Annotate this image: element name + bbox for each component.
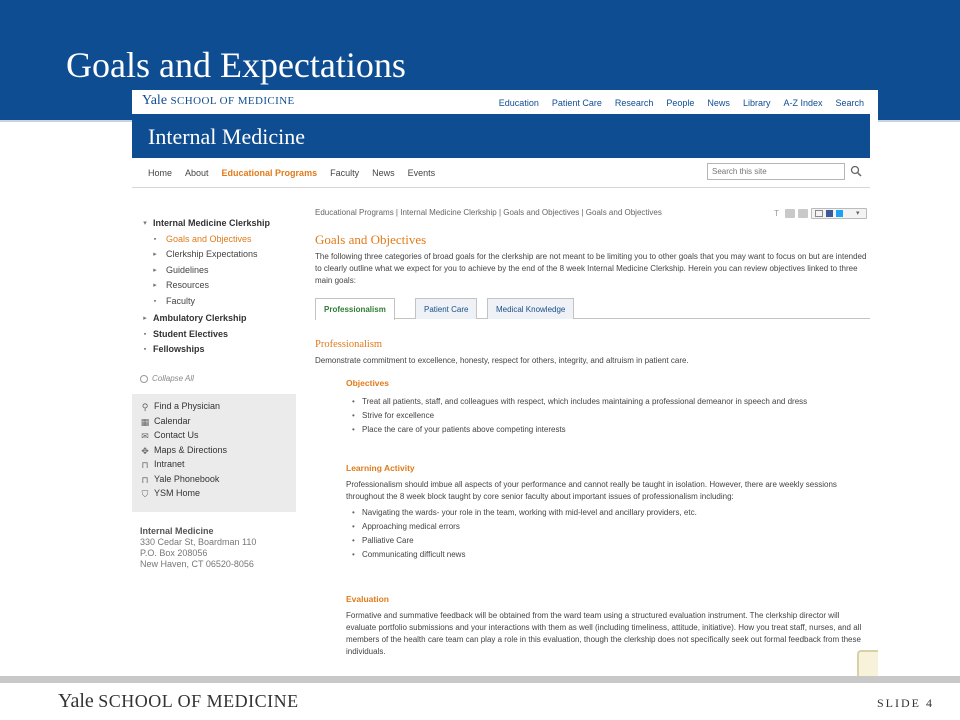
- sidebar-item-label: Clerkship Expectations: [166, 249, 258, 259]
- sidebar-item-label: Guidelines: [166, 264, 209, 275]
- footer-logo: [58, 690, 299, 713]
- learning-activity-section: [346, 463, 870, 563]
- sidebar-item-internal-medicine-clerkship[interactable]: [140, 216, 300, 232]
- learning-activity-text: Professionalism should imbue all aspects of your performance and cannot really be taught in isolation. However, there are weekly sessions throughout the 8 week block taught by core senior faculty about important issues of professionalism including:: [346, 480, 837, 501]
- phonebook-icon: ⊓: [141, 474, 149, 485]
- sidebar-item-label: Goals and Objectives: [166, 233, 252, 244]
- main-nav-about[interactable]: About: [185, 168, 209, 178]
- breadcrumb[interactable]: Educational Programs | Internal Medicine Clerkship | Goals and Objectives | Goals and Objectives: [315, 208, 662, 217]
- tab-professionalism[interactable]: Professionalism: [315, 298, 395, 320]
- square-bullet-icon: ▪: [143, 346, 147, 353]
- site-logo[interactable]: [142, 93, 295, 109]
- address-line-1: 330 Cedar St, Boardman 110: [140, 537, 257, 547]
- evaluation-text: Formative and summative feedback will be obtained from the ward team using a structured evaluation instrument. The clerkship director will evaluate portfolio submissions and your interactions with them as well (including timeliness, attitude, initiative). How you treat staff, nurses, and all members of the health care team can play a role in this evaluation, though the clerkship does not specifically seek out formal feedback from these individuals.: [346, 611, 862, 656]
- page-tools: [774, 208, 867, 219]
- sidebar-nav: [140, 216, 300, 358]
- floating-widget[interactable]: [857, 650, 878, 676]
- sidebar-item-clerkship-expectations[interactable]: [140, 247, 300, 263]
- square-bullet-icon: ▪: [153, 297, 157, 305]
- slide-footer-band: [0, 676, 960, 683]
- address-line-2: P.O. Box 208056: [140, 548, 208, 558]
- learning-activity-title: Learning Activity: [346, 463, 415, 473]
- quick-link-label: Intranet: [154, 459, 185, 469]
- quick-link-find-a-physician[interactable]: [140, 401, 288, 416]
- compass-icon: ✥: [141, 445, 149, 456]
- objectives-section: [346, 378, 870, 438]
- sidebar-item-fellowships[interactable]: [140, 342, 300, 358]
- global-nav-a-z-index[interactable]: A-Z Index: [783, 98, 823, 108]
- main-nav-items: [148, 168, 435, 178]
- list-item: • Approaching medical errors: [346, 521, 870, 532]
- quick-link-label: YSM Home: [154, 488, 201, 498]
- chevron-right-icon: ▸: [153, 266, 157, 274]
- address-title: Internal Medicine: [140, 526, 214, 536]
- quick-link-label: Maps & Directions: [154, 444, 228, 455]
- email-share-icon[interactable]: [815, 210, 823, 217]
- chevron-right-icon: ▸: [153, 282, 157, 289]
- slide-title: Goals and Expectations: [66, 45, 406, 85]
- slide-number: SLIDE 4: [877, 696, 934, 710]
- objectives-list: [346, 396, 870, 435]
- website-screenshot: [132, 90, 878, 676]
- collapse-all-label: Collapse All: [152, 374, 194, 383]
- tab-medical-knowledge[interactable]: Medical Knowledge: [487, 298, 574, 319]
- quick-link-label: Find a Physician: [154, 401, 221, 411]
- list-item: • Palliative Care: [346, 535, 870, 546]
- objectives-title: Objectives: [346, 378, 389, 388]
- quick-link-label: Calendar: [154, 415, 191, 426]
- chevron-down-icon: ▾: [143, 220, 147, 227]
- list-item: • Communicating difficult news: [346, 549, 870, 560]
- search-input[interactable]: [707, 163, 845, 180]
- square-bullet-icon: ▪: [143, 330, 147, 338]
- text-smaller-icon[interactable]: [785, 209, 795, 218]
- sidebar-item-label: Ambulatory Clerkship: [153, 313, 247, 323]
- magnifier-icon: ⚲: [141, 402, 149, 412]
- sidebar-item-guidelines[interactable]: [140, 263, 300, 279]
- quick-link-intranet[interactable]: [140, 459, 288, 474]
- intranet-icon: ⊓: [141, 460, 149, 470]
- chevron-down-icon[interactable]: ▾: [856, 210, 860, 217]
- sidebar-item-label: Resources: [166, 280, 210, 290]
- search-icon[interactable]: [850, 165, 862, 177]
- page-heading: Goals and Objectives: [315, 232, 427, 247]
- list-item: • Treat all patients, staff, and colleagues with respect, which includes maintaining a professional demeanor in speech and dress: [346, 396, 870, 407]
- global-nav-people[interactable]: People: [666, 98, 695, 108]
- footer-logo-yale: Yale: [58, 690, 94, 712]
- site-logo-school: SCHOOL OF MEDICINE: [170, 95, 295, 107]
- quick-link-maps-directions[interactable]: [140, 445, 288, 460]
- main-nav-events[interactable]: Events: [407, 168, 436, 178]
- facebook-icon[interactable]: [826, 210, 833, 217]
- sidebar-item-goals-and-objectives[interactable]: [140, 232, 300, 248]
- learning-activity-list: [346, 507, 870, 560]
- chevron-right-icon: ▸: [153, 251, 157, 258]
- global-nav: [499, 98, 864, 108]
- sidebar-item-resources[interactable]: [140, 278, 300, 294]
- sidebar-item-label: Faculty: [166, 295, 196, 306]
- quick-link-label: Yale Phonebook: [154, 473, 220, 484]
- site-topbar: [132, 90, 878, 114]
- address-block: [140, 526, 300, 570]
- global-nav-education[interactable]: Education: [498, 98, 539, 108]
- global-nav-search[interactable]: Search: [835, 98, 864, 108]
- quick-link-calendar[interactable]: [140, 416, 288, 431]
- site-banner: [132, 114, 870, 158]
- banner-title[interactable]: Internal Medicine: [148, 124, 305, 149]
- section-title: Professionalism: [315, 339, 383, 350]
- site-logo-yale: Yale: [142, 93, 168, 108]
- list-item: • Place the care of your patients above competing interests: [346, 424, 870, 435]
- chevron-right-icon: ▸: [143, 315, 147, 322]
- square-bullet-icon: ▪: [153, 235, 157, 243]
- sidebar-item-ambulatory-clerkship[interactable]: [140, 311, 300, 327]
- sidebar-item-student-electives[interactable]: [140, 327, 300, 343]
- list-item: • Strive for excellence: [346, 410, 870, 421]
- address-line-3: New Haven, CT 06520-8056: [140, 559, 254, 569]
- collapse-icon: [140, 375, 148, 383]
- collapse-all-link[interactable]: [140, 374, 260, 388]
- twitter-icon[interactable]: [836, 210, 843, 217]
- section-description: Demonstrate commitment to excellence, honesty, respect for others, integrity, and altruism in patient care.: [315, 356, 689, 365]
- calendar-icon: ▦: [140, 416, 150, 427]
- global-nav-library[interactable]: Library: [742, 98, 771, 108]
- global-nav-patient-care[interactable]: Patient Care: [551, 98, 602, 108]
- footer-logo-school: SCHOOL OF MEDICINE: [98, 691, 299, 711]
- shield-icon: ⛉: [141, 489, 149, 499]
- main-nav-faculty[interactable]: Faculty: [330, 168, 360, 178]
- quick-link-contact-us[interactable]: [140, 430, 288, 445]
- text-size-icon[interactable]: T: [774, 209, 779, 218]
- sidebar-item-faculty[interactable]: [140, 294, 300, 310]
- main-nav-educational-programs[interactable]: Educational Programs: [221, 168, 318, 178]
- text-larger-icon[interactable]: [798, 209, 808, 218]
- main-nav: [132, 158, 870, 188]
- goal-tabs: [315, 298, 870, 319]
- global-nav-research[interactable]: Research: [614, 98, 654, 108]
- main-nav-news[interactable]: News: [372, 168, 395, 178]
- sidebar-item-label: Student Electives: [153, 328, 229, 339]
- sidebar-item-label: Fellowships: [153, 344, 205, 354]
- evaluation-section: [346, 594, 870, 658]
- quick-links-panel: [132, 394, 296, 512]
- quick-link-label: Contact Us: [154, 430, 199, 440]
- evaluation-title: Evaluation: [346, 594, 389, 604]
- envelope-icon: ✉: [141, 431, 149, 441]
- list-item: • Navigating the wards- your role in the team, working with mid-level and ancillary providers, etc.: [346, 507, 870, 518]
- main-nav-home[interactable]: Home: [148, 168, 173, 178]
- quick-link-ysm-home[interactable]: [140, 488, 288, 503]
- global-nav-news[interactable]: News: [707, 98, 730, 108]
- tab-patient-care[interactable]: Patient Care: [415, 298, 477, 319]
- intro-text: The following three categories of broad goals for the clerkship are not meant to be limiting you to other goals that you may want to focus on but are intended to clearly outline what we expect for you to achieve by the end of the 8 week Internal Medicine Clerkship. Herein you can review objectives linked to three main goals:: [315, 252, 867, 285]
- sidebar-item-label: Internal Medicine Clerkship: [153, 218, 271, 228]
- quick-link-yale-phonebook[interactable]: [140, 474, 288, 489]
- share-toolbar[interactable]: [811, 208, 867, 219]
